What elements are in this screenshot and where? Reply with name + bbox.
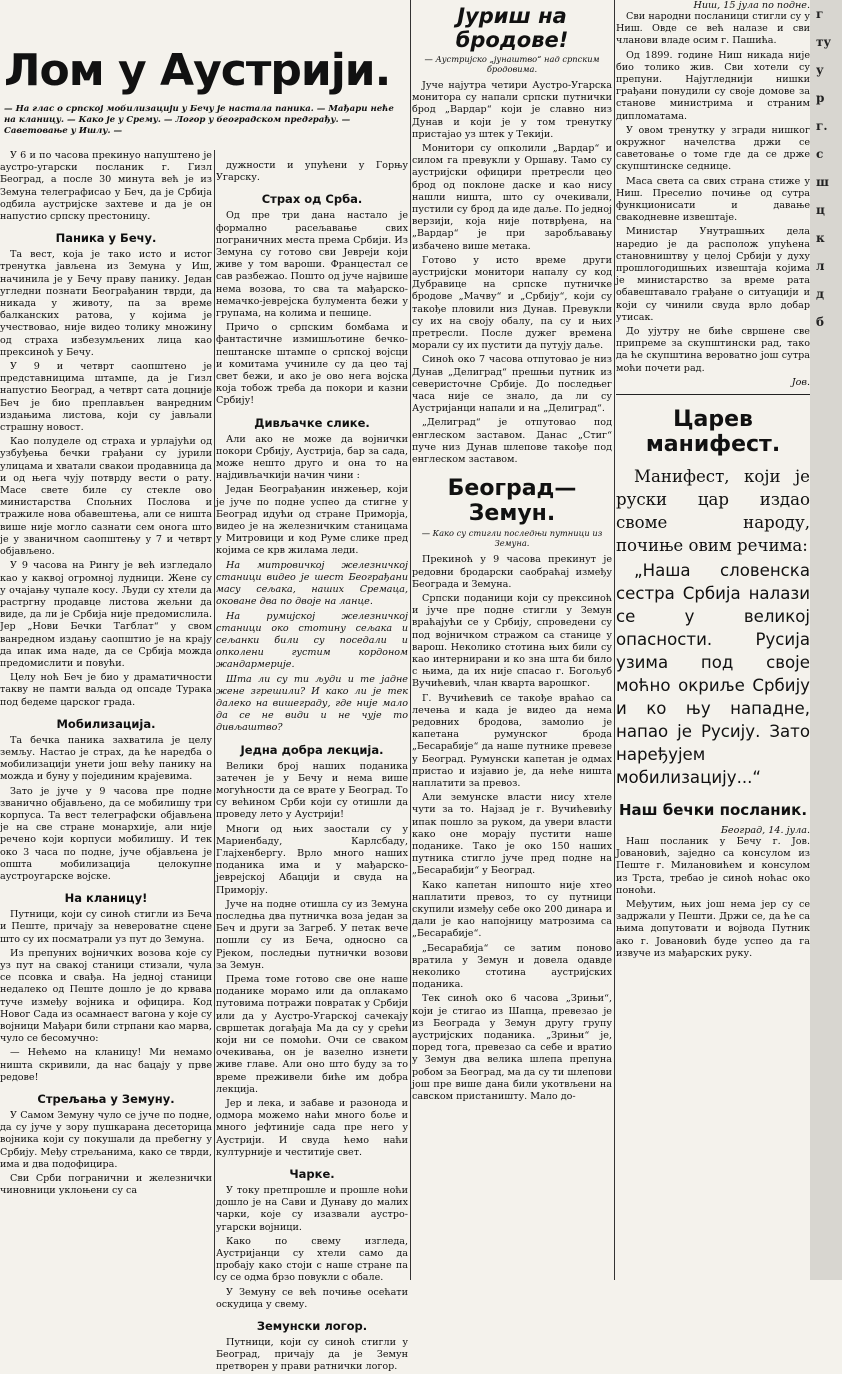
column-rule — [214, 150, 215, 1280]
paragraph: У овом тренутку у згради нишког окружног начелства држи се саветовање о томе где да се држе скупштинске седнице. — [616, 124, 810, 173]
paragraph: До ујутру не биће свршене све припреме за скупштински рад, тако да ће скупштина вероватно још сутра моћи почети рад. — [616, 326, 810, 374]
strip-line: ц — [816, 203, 825, 217]
paragraph: Јер и лека, и забаве и разонода и одмора можемо наћи много боље и много јефтиније сада пре него у Аустрији. И свуда ћемо наћи културније и честитије свет. — [216, 1098, 408, 1158]
section-title-lesson: Једна добра лекција. — [240, 742, 384, 757]
paragraph: Причо о српским бомбама и фантастичне измишљотине бечко-пештанске штампе о српској војсци и комитама учиниле су да цео тај свет бежи, и ако је ово нега војска која тобож треба да покори и казни Србију! — [216, 322, 408, 407]
paragraph: Како по свему изгледа, Аустријанци су хтели само да пробају како стоји с наше стране па су се одма брзо повукли с обале. — [216, 1235, 408, 1284]
column-rule — [410, 0, 411, 1280]
paragraph: Зато је јуче у 9 часова пре подне званично објављено, да се мобилишу три корпуса. Та вест телеграфски објављена је на све стране монархије, али није речено који корпуси мобилишу. И тек око 3 часа по подне, јуче објављена је општа мобилизација целокупне аустроугарске војске. — [0, 785, 212, 882]
strip-line: к — [816, 231, 825, 245]
section-title-shootings: Стрељања у Земуну. — [37, 1092, 175, 1107]
column-4 — [616, 0, 810, 1280]
paragraph: У 9 часова на Рингу је већ изгледало као у каквој огромној лудници. Жене су у очајању чупале косу. Људи су хтели да растргну продавце листова жељни да виде, да ли је Србија није предомислила. Јер „Нови Бечки Тагблат“ у свом ванредном издању саопштио је на крају да ипак има наде, да се Србија можда предомислити и повући. — [0, 560, 212, 669]
nis-dateline: Ниш, 15 јула по подне. — [693, 0, 810, 11]
column-3 — [412, 0, 612, 1280]
paragraph: Путници, који су синоћ стигли из Беча и Пеште, причају за невероватне сцене што су их посматрали уз пут до Земуна. — [0, 909, 212, 945]
paragraph: Али земунске власти нису хтеле чути за то. Најзад је г. Вучићевићу ипак пошло за руком, да увери власти како оне морају пустити наше поданике. Тако је око 150 наших путника стигло јуче пред подне на „Бесарабији“ у Београд. — [412, 792, 612, 877]
paragraph: Међутим, њих још нема јер су се задржали у Пешти. Држи се, да ће са њима допутовати и војвода Путник ако г. Јовановић буде успео да га извуче из мађарских руку. — [616, 898, 810, 959]
strip-line: р — [816, 91, 825, 105]
main-headline: Лом у Аустрији. — [4, 45, 391, 96]
paragraph: Та бечка паника захватила је целу земљу. Настао је страх, да ће наредба о мобилизацији унети још већу панику на можда и буну у појединим крајевима. — [0, 734, 212, 783]
article-title-ships: Јуриш на бродове! — [455, 4, 569, 52]
paragraph: Од пре три дана настало је формално расељавање свих пограничних места према Србији. Из Земуна су готово сви Јевреји који живе у том вароши. Францестал се сав разбежао. Пошто од јуче највише нема возова, то сва та мађарско-немачко-јеврејска булумента бежи у групама, на колима и пешице. — [216, 210, 408, 320]
paragraph: Један Београђанин инжењер, који је јуче по подне успео да стигне у Београд идући од стране Приморја, видео је на железничким станицама у Митровици и код Руме слике пред којима се крв жилама леди. — [216, 484, 408, 557]
paragraph: Али ако не може да војнички покори Србију, Аустрија, бар за сада, може нешто друго и она то на најдивљачкији начин чини : — [216, 433, 408, 482]
adjacent-page-strip — [810, 0, 842, 1280]
paragraph: Као полуделе од страха и урлајући од узбуђења бечки грађани су јурили улицама и хватали свакои продавница да и од њега чују потврду вести о рату. Масе свете биле су стекле ово министарства Спољних Послова и тражиле нова обавештења, али се ништа више није могло сазнати сем онога што је у званичном саопштењу у 7 и четврт објављено. — [0, 436, 212, 558]
paragraph: У Земуну се већ почиње осећати оскудица у свему. — [216, 1286, 408, 1310]
paragraph: На митровичкој железничкој станици видео је шест Београђани масу сељака, наших Сремаца, оковане два по двоје на ланце. — [216, 559, 408, 608]
section-title-fear: Страх од Срба. — [261, 192, 363, 207]
paragraph: Како капетан нипошто није хтео наплатити превоз, то су путници скупили између себе око 200 динара и дали је као напојницу матрозима са „Бесарабије“. — [412, 879, 612, 940]
strip-line: с — [816, 147, 824, 161]
article-subtitle-ships: — Аустријско „јунаштво“ над српским бродовима. — [424, 54, 600, 74]
divider — [616, 394, 810, 395]
paragraph: У току претпрошле и прошле ноћи дошло је на Сави и Дунаву до малих чарки, које су изазвали аустро-угарски војници. — [216, 1185, 408, 1233]
column-1 — [0, 150, 212, 1280]
strip-line: б — [816, 315, 825, 329]
paragraph: Јуче на подне отишла су из Земуна последња два путничка воза један за Беч и други за Загреб. У петак вече пошли су из Беча, односно са Рјеком, последњи путнички возови за Земун. — [216, 898, 408, 971]
paragraph: Синоћ око 7 часова отпутовао је низ Дунав „Делиград“ прешњи путник из северисточне Србије. До последњег часа није се знало, да ли су Аустријанци напали и на „Делиград“. — [412, 354, 612, 415]
paragraph: Монитори су опколили „Вардар“ и силом га превукли у Оршаву. Тамо су аустријски официри претресли цео брод од поклоне даске и као нису нашли ништа, што су очекивали, пустили су брод да иде даље. По једној верзији, која није потврђена, на „Вардар“ је при заробљавању избачено више метака. — [412, 143, 612, 252]
paragraph: Путници, који су синоћ стигли у Београд, причају да је Земун претворен у прави ратнички логор. — [216, 1337, 408, 1373]
paragraph: Готово у исто време други аустријски монитори напалу су код Дубравице на српске путничке бродове „Мачву“ и „Србију“, који су такође пловили низ Дунав. Превукли су их на своју обалу, па су и њих претресли. После дужег времена морали су их пустити да путују даље. — [412, 254, 612, 352]
paragraph: На румијској железничкој станици око стотину сељака и сељанки били су поседали и опколени густим кордоном жандармерије. — [216, 610, 408, 671]
paragraph: Према томе готово све оне наше поданике морамо или да оплакамо путовима потражи повратак у Србији или да у Аустро-Угарској сачекају свршетак догађаја Ма да су у срећи који ни се помоћи. Очи се сваком очекивања, он је вазелно изнети живе главе. Али оно што буду за то време преживели биће им добра лекција. — [216, 973, 408, 1095]
paragraph: Тек синоћ око 6 часова „Зрињи“, који је стигао из Шапца, превезао је из Београда у Земун другу групу аустријских поданика. „Зрињи“ је, поред тога, превезао са себе и вратио у Земун два велика шлепа препуна робом за Београд, ма да су ти шлепови још пре више дана били укотвљени на савском пристаништу. Мало до- — [412, 993, 612, 1103]
paragraph: Велики број наших поданика затечен је у Бечу и нема више могућности да се врате у Београд. То су већином Срби који су отишли да проведу лето у Аустрији! — [216, 760, 408, 821]
column-2 — [216, 160, 408, 1373]
paragraph: Сви Срби погранични и железнички чиновници уклоњени су са — [0, 1173, 212, 1197]
strip-line: л — [816, 259, 825, 273]
paragraph: Та вест, која је тако исто и истог тренутка јављена из Земуна у Иш, начинила је у Бечу праву панику. Један угледни познати Београђанин тврди, да никада у животу, па за време балканских ратова, у којима је учествовао, није видео толику множину од страха избезумљених лица као прексиноћ у Бечу. — [0, 249, 212, 358]
article-title-belgrade-zemun: Београд—Земун. — [447, 476, 577, 527]
paragraph: Маса света са свих страна стиже у Ниш. Преселио почиње од сутра функционисати и давање свакодневне извештаје. — [616, 175, 810, 224]
strip-line: ш — [816, 175, 829, 189]
paragraph: Прекиноћ у 9 часова прекинут је редовни бродарски саобраћај између Београда и Земуна. — [412, 554, 612, 590]
paragraph: У 9 и четврт саопштено је представницима штампе, да је Гизл напустио Београд, а четврт сата доцније Беч је био преплављен ванредним издањима листова, који су јављали страшну новост. — [0, 361, 212, 434]
strip-line: д — [816, 287, 824, 301]
strip-line: у — [816, 63, 824, 77]
paragraph: Целу ноћ Беч је био у драматичности такву не памти ваљда од опсаде Турака под бедеме царског града. — [0, 672, 212, 708]
section-title-zemun-camp: Земунски логор. — [256, 1319, 368, 1334]
section-title-mobilization: Мобилизација. — [56, 716, 156, 731]
paragraph: „Бесарабија“ се затим поново вратила у Земун и довела одавде неколико стотина аустријских поданика. — [412, 942, 612, 991]
strip-line: г. — [816, 119, 828, 133]
paragraph: Српски поданици који су прексиноћ и јуче пре подне стигли у Земун враћајући се у Србију, спроведени су под војничком стражом са станице у варош. Неколико стотина њих били су као интернирани и ко зна шта би било с њима, да их није спасао г. Богољуб Вучићевић, члан кварта варошког. — [412, 592, 612, 690]
paragraph: — Нећемо на кланицу! Ми немамо ништа скривили, да нас бацају у прве редове! — [0, 1047, 212, 1083]
article-intro: У 6 и по часова прекинуо напуштено је аустро-угарски посланик г. Гизл Београд, а после 30 минута већ је из Земуна телеграфисао у Беч, да је Србија одбила аустријске захтеве и да је он напустио српску престоницу. — [0, 150, 212, 223]
manifest-body — [616, 465, 810, 789]
nis-signature: Јов. — [791, 376, 810, 388]
section-title-slaughter: На кланицу! — [64, 891, 148, 906]
paragraph: Од 1899. године Ниш никада није био толико жив. Сви хотели су препуни. Најугледнији нишки грађани понудили су своје домове за станове министрима и страним дипломатама. — [616, 49, 810, 122]
manifest-quote: „Наша словенска сестра Србија налази се у великој опасности. Русија узима под своје моћно окриље Србију и ко њу нападне, напао је Русију. Зато нарeђујем мобилизацију...“ — [616, 560, 810, 787]
column-rule — [614, 0, 615, 1280]
paragraph: Наш посланик у Бечу г. Јов. Јовановић, заједно са консулом из Пеште г. Милановићем и консулом из Трста, требао је синоћ ноћас око поноћи. — [616, 835, 810, 896]
paragraph: Г. Вучићевић се такође враћао са лечења и када је видео да нема редовних бродова, замолио је капетана румунског брода „Бесарабије“ да наше путнике превезе у Београд. Румунски капетан је одмах пристао и изјавио је, да неће ништа наплатити за превоз. — [412, 692, 612, 789]
section-title-savage: Дивљачке слике. — [254, 415, 370, 430]
paragraph: Многи од њих заостали су у Мариенбаду, Карлсбаду, Глајхенбергу. Врло много наших поданика има и у мађарско-јеврејској Абацији и свуда на Приморју. — [216, 823, 408, 896]
paragraph: Манифест, који је руски цар издао своме народу, почиње овим речима: — [616, 466, 810, 555]
envoy-dateline: Београд, 14. јула. — [720, 824, 810, 836]
strip-line: ту — [816, 35, 832, 49]
paragraph: Сви народни посланици стигли су у Ниш. Овде се већ налазе и сви чланови владе осим г. Пашића. — [616, 11, 810, 47]
article-title-manifest: Царев манифест. — [645, 406, 781, 457]
section-title-panic: Паника у Бечу. — [55, 231, 157, 246]
paragraph: Шта ли су ти људи и те јадне жене згрешили? И како ли је тек далеко на вишеграду, где није мало да се не види и не чује то дивљаштво? — [216, 673, 408, 734]
main-subheadline: — На глас о српској мобилизацији у Бечу је настала паника. — Мађари неће на кланицу. — Како је у Срему. — Логор у београдском предграђу. — Саветовање у Ишлу. — — [4, 104, 394, 136]
strip-line: г — [816, 7, 824, 21]
paragraph: У Самом Земуну чуло се јуче по подне, да су јуче у зору пушкарана десеторица војника који су покушали да пребегну у Србију. Међу стрељанима, како се тврди, има и два подофицира. — [0, 1110, 212, 1170]
paragraph: дужности и упућени у Горњу Угарску. — [216, 160, 408, 184]
paragraph: „Делиград“ је отпутовао под енглеском заставом. Данас „Стиг“ пуче низ Дунав шлепове такође под енглеском заставом. — [412, 417, 612, 466]
paragraph: Министар Унутрашњих дела наредио је да располож упућена становништву у целој Србији у духу прошлогодишњих извештаја којима је министарство за време рата обавештавало грађане о ситуацији и који су чинили свуда врло добар утисак. — [616, 226, 810, 323]
article-subtitle-belgrade-zemun: — Како су стигли последњи путници из Земуна. — [421, 528, 603, 549]
paragraph: Јуче најутра четири Аустро-Угарска монитора су напали српски путнички брод „Вардар“ који је славно низ Дунав и који је у том тренутку пристајао уз штек у Текији. — [412, 80, 612, 140]
section-title-skirmishes: Чарке. — [289, 1167, 335, 1182]
paragraph: Из препуних војничких возова које су уз пут на свакој станици стизали, чула се псовка и свађа. На једној станици недалеко од Пеште дошло је до крвава туче између војника и официра. Код Новог Сада из осамнаест вагона у које су војници Мађари били стрпани као марва, чуло се бесомучно: — [0, 947, 212, 1045]
article-title-envoy: Наш бечки посланик. — [618, 800, 808, 819]
